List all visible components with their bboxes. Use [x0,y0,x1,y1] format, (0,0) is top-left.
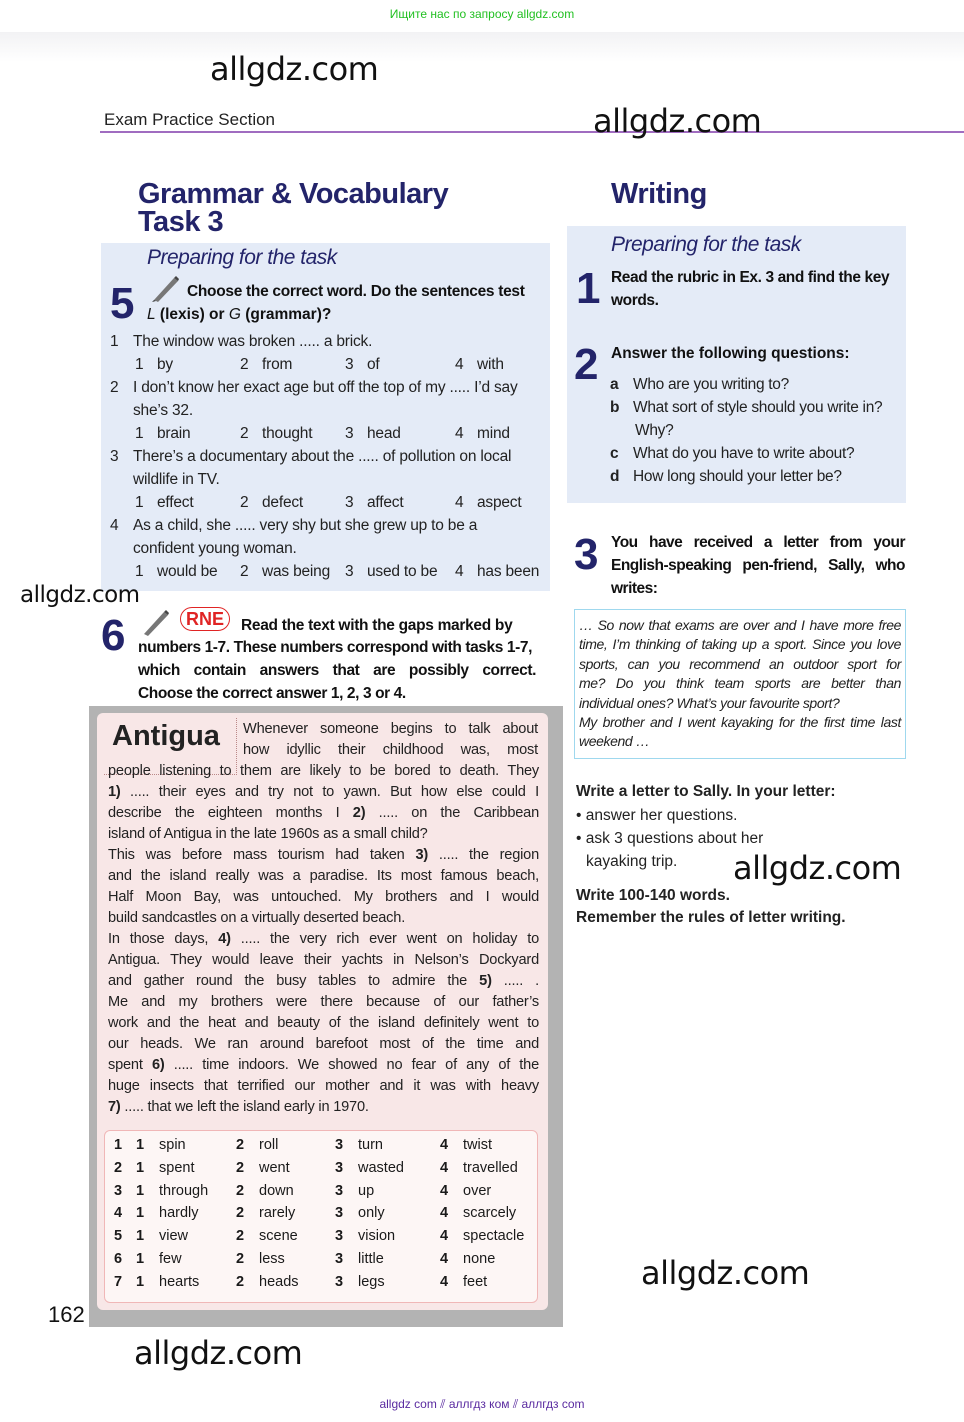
ex5-instruction: Choose the correct word. Do the sentences test [187,283,525,300]
instr-line: Read the rubric in Ex. 3 and find the key [611,269,890,286]
option-word[interactable]: affect [367,494,404,511]
watermark: allgdz.com [134,1334,303,1372]
option-number: 3 [345,494,354,511]
option-word[interactable]: brain [157,425,191,442]
option-row [110,491,546,514]
word-count: Write 100-140 words. [576,887,730,904]
gap-number: 2) [352,805,366,821]
instr-line: Choose the correct answer 1, 2, 3 or 4. [138,685,406,702]
sentence-line [110,445,546,468]
bullet-item: • ask 3 questions about her [576,830,764,847]
option-word[interactable]: effect [157,494,194,511]
ex2-heading: Answer the following questions: [611,345,850,362]
options-rows [105,1131,537,1294]
sentence-text: As a child, she ..... very shy but she grew up to be a [133,517,478,534]
text-fragment: island of Antigua in the late 1960s as a small child? [108,826,428,842]
instr-line: writes: [611,580,658,597]
bullet-text: ask 3 questions about her [585,830,764,847]
item-number: 4 [110,517,119,534]
options-row [105,1271,537,1294]
option-number: 4 [455,425,464,442]
task-number: 5 [114,1228,123,1245]
option-row [110,422,546,445]
sentence-line [110,330,546,353]
text-intro [243,719,538,761]
exercise-number: 6 [101,611,126,660]
text-line [108,761,539,782]
option-number: 1 [135,563,144,580]
options-row [105,1202,537,1225]
text-line [108,782,539,803]
option-word[interactable]: by [157,356,173,373]
option-number: 2 [236,1205,245,1222]
text-fragment: ..... the very rich ever went on holiday to [230,931,539,947]
ex5-instruction-2 [147,303,331,326]
option-number: 3 [335,1250,344,1267]
option-word[interactable]: defect [262,494,304,511]
option-word[interactable]: scene [259,1228,298,1245]
item-number: 2 [110,379,119,396]
exercise-number: 5 [110,279,135,328]
text-line [108,1055,539,1076]
letter-line: time, I’m thinking of taking up a sport. Since you love [579,636,901,653]
text: (grammar)? [240,306,332,323]
option-row [110,560,546,583]
question-text: Why? [635,422,674,439]
option-number: 2 [236,1273,245,1290]
option-number: 1 [136,1250,145,1267]
sentence-line [110,376,546,399]
options-table [104,1130,538,1303]
letter-line: My brother and I went kayaking for the first time last [579,714,901,731]
instr-line: numbers 1-7. These numbers correspond with tasks 1-7, [138,639,532,656]
text-line [108,1076,539,1097]
bullet-text: answer her questions. [585,807,738,824]
option-number: 3 [335,1205,344,1222]
option-number: 2 [240,356,249,373]
writing-title: Writing [611,178,707,210]
option-number: 1 [136,1205,145,1222]
text-fragment: spent [108,1057,152,1073]
task-number: 4 [114,1205,123,1222]
question-text: What do you have to write about? [633,445,855,462]
text-line: how idyllic their childhood was, most [243,742,538,758]
option-word[interactable]: only [358,1205,385,1222]
section-title: Exam Practice Section [104,110,276,129]
option-word[interactable]: spectacle [463,1228,525,1245]
sentence-text: The window was broken ..... a brick. [133,333,373,350]
text-fragment: ..... that we left the island early in 1970. [120,1099,369,1115]
rules-reminder: Remember the rules of letter writing. [576,909,846,926]
text-title: Antigua [104,718,237,775]
exercise-number: 3 [574,530,599,579]
ex5-items [110,330,546,583]
option-word[interactable]: turn [358,1137,383,1153]
text-fragment: Antigua. They would leave their yachts in Nelson’s Dockyard [108,952,539,968]
watermark: allgdz.com [20,582,140,608]
option-number: 1 [136,1159,145,1176]
ex6-instruction: Read the text with the gaps marked by [241,617,513,634]
question-item [610,373,910,396]
option-word[interactable]: over [463,1182,492,1199]
task-number: 6 [114,1250,123,1267]
option-word[interactable]: wasted [358,1159,404,1176]
options-row [105,1180,537,1203]
option-word[interactable]: legs [358,1273,385,1290]
option-number: 2 [236,1182,245,1199]
letter-line: individual ones? What’s your favourite sport? [579,694,840,711]
option-number: 3 [335,1273,344,1290]
bullet-text: kayaking trip. [586,853,678,870]
option-number: 2 [240,494,249,511]
text-fragment: ..... the region [428,847,539,863]
gap-number: 7) [108,1099,121,1115]
watermark: allgdz.com [210,50,379,88]
option-number: 2 [240,563,249,580]
option-word[interactable]: little [358,1250,384,1267]
option-word[interactable]: rarely [259,1205,296,1222]
text-line [108,824,539,845]
option-number: 4 [455,356,464,373]
option-number: 4 [440,1159,449,1176]
text-line [108,803,539,824]
option-word[interactable]: up [358,1182,375,1199]
text-line [108,992,539,1013]
question-text: What sort of style should you write in? [633,399,883,416]
letter-line: weekend … [579,733,650,750]
gap-number: 3) [415,847,429,863]
text-fragment: ..... time indoors. We showed no fear of any of the [164,1057,539,1073]
gap-number: 4) [218,931,231,947]
text-line [108,929,539,950]
ex3-instruction [611,531,905,600]
question-letter: b [610,399,620,416]
page-top-shade [0,32,964,62]
task-number: 1 [114,1137,123,1153]
question-text: How long should your letter be? [633,468,842,485]
option-word[interactable]: none [463,1250,496,1267]
option-word[interactable]: went [259,1159,290,1176]
letter-line: … So now that exams are over and I have more free [579,617,901,633]
task-number: 7 [114,1273,123,1290]
instr-line: words. [611,292,659,309]
option-number: 3 [335,1159,344,1176]
lexis-letter: L [147,306,156,323]
text-fragment: ..... their eyes and try not to yawn. But how else could I [120,784,539,800]
text: (lexis) or [155,306,229,323]
question-text: Who are you writing to? [633,376,789,393]
text-line [108,950,539,971]
letter-line: me? Do you think team sports are better than [579,675,901,692]
text-fragment: people listening to them are likely to be bored to death. They [108,763,539,779]
option-word[interactable]: twist [463,1137,492,1153]
title-line: Grammar & Vocabulary [138,178,449,210]
rne-badge [180,607,230,631]
option-word[interactable]: from [262,356,293,373]
option-word[interactable]: thought [262,425,313,442]
option-number: 2 [240,425,249,442]
exercise-number: 2 [574,340,599,389]
text-body [108,761,539,1118]
option-number: 1 [136,1228,145,1245]
question-item [610,396,910,419]
option-number: 2 [236,1228,245,1245]
instr-line: which contain answers that are possibly correct. [138,662,536,679]
option-number: 2 [236,1159,245,1176]
option-word[interactable]: has been [477,563,540,580]
options-row [105,1225,537,1248]
gap-number: 6) [151,1057,165,1073]
text-fragment: and the island really was a paradise. Its most famous beach, [108,868,539,884]
option-word[interactable]: down [259,1182,294,1199]
text-fragment: build sandcastles on a virtually deserted beach. [108,910,406,926]
ex6-instruction [138,636,536,705]
option-number: 1 [135,494,144,511]
option-number: 4 [440,1205,449,1222]
text-line [108,1034,539,1055]
option-word[interactable]: hardly [159,1205,199,1222]
options-row [105,1134,537,1157]
text-fragment: This was before mass tourism had taken [108,847,416,863]
task-number: 3 [114,1182,123,1199]
text-fragment: ..... on the Caribbean [365,805,539,821]
option-word[interactable]: scarcely [463,1205,517,1222]
question-letter: d [610,468,620,485]
text-fragment: describe the eighteen months I [108,805,353,821]
option-row [110,353,546,376]
option-number: 4 [440,1273,449,1290]
option-number: 2 [236,1137,245,1153]
ex2-questions [610,373,910,488]
text-line [108,971,539,992]
text-line [108,866,539,887]
gap-number: 1) [108,784,121,800]
item-number: 3 [110,448,119,465]
option-number: 3 [345,356,354,373]
text-line [108,1013,539,1034]
option-number: 4 [440,1137,449,1153]
option-word[interactable]: few [159,1250,182,1267]
option-number: 3 [345,563,354,580]
option-number: 4 [455,494,464,511]
item-number: 1 [110,333,119,350]
ex1-instruction [611,266,889,312]
grammar-title [138,180,448,236]
text-fragment: Me and my brothers were there because of our father’s [108,994,539,1010]
text-line: Whenever someone begins to talk about [243,721,538,737]
option-word[interactable]: was being [262,563,330,580]
option-word[interactable]: through [159,1182,209,1199]
site-banner[interactable]: Ищите нас по запросу allgdz.com [389,7,575,21]
gap-number: 5) [479,973,492,989]
question-letter: a [610,376,619,393]
text-line [108,908,539,929]
option-word[interactable]: feet [463,1273,488,1290]
option-word[interactable]: used to be [367,563,438,580]
text-fragment: ..... . [491,973,539,989]
option-word[interactable]: roll [259,1137,279,1153]
option-word[interactable]: view [159,1228,189,1245]
option-number: 1 [136,1273,145,1290]
option-number: 1 [135,356,144,373]
option-number: 3 [335,1137,344,1153]
option-number: 4 [455,563,464,580]
option-word[interactable]: aspect [477,494,522,511]
instr-line: You have received a letter from your [611,534,905,551]
sentence-line [110,468,546,491]
option-number: 4 [440,1228,449,1245]
question-item [610,465,910,488]
option-word[interactable]: heads [259,1273,299,1290]
sally-letter [574,609,906,759]
text-fragment: Half Moon Bay, was untouched. My brothers and I would [108,889,539,905]
option-word[interactable]: spent [159,1159,195,1176]
option-number: 1 [136,1137,145,1153]
sentence-text: confident young woman. [133,540,297,557]
options-row [105,1157,537,1180]
option-number: 4 [440,1182,449,1199]
option-word[interactable]: of [367,356,380,373]
option-word[interactable]: with [477,356,504,373]
sentence-line [110,399,546,422]
option-number: 3 [335,1182,344,1199]
option-word[interactable]: would be [157,563,218,580]
page-number: 162 [48,1302,85,1327]
option-number: 3 [345,425,354,442]
option-number: 4 [440,1250,449,1267]
title-line: Task 3 [138,206,224,238]
text-fragment: In those days, [108,931,219,947]
option-number: 1 [136,1182,145,1199]
option-word[interactable]: head [367,425,401,442]
exercise-number: 1 [576,264,601,313]
letter-line: sports, can you recommend an outdoor sport for [579,655,901,672]
prep-heading: Preparing for the task [147,246,337,269]
task-heading: Write a letter to Sally. In your letter: [576,783,836,800]
option-number: 2 [236,1250,245,1267]
option-word[interactable]: mind [477,425,510,442]
option-number: 1 [135,425,144,442]
question-letter: c [610,445,619,462]
option-word[interactable]: travelled [463,1159,518,1176]
task-number: 2 [114,1159,123,1176]
sentence-text: There’s a documentary about the ..... of pollution on local [133,448,512,465]
option-word[interactable]: vision [358,1228,396,1245]
text-line [108,845,539,866]
text-line [108,1097,539,1118]
question-item [610,442,910,465]
watermark: allgdz.com [593,102,762,140]
rne-label: RNE [180,607,230,631]
grammar-letter: G [228,306,241,323]
option-word[interactable]: less [259,1250,285,1267]
options-row [105,1248,537,1271]
sentence-text: she’s 32. [133,402,193,419]
option-word[interactable]: hearts [159,1273,200,1290]
watermark: allgdz.com [641,1254,810,1292]
option-word[interactable]: spin [159,1137,186,1153]
bullet-item: • answer her questions. [576,807,738,824]
text-fragment: work and the heat and beauty of the island definitely went to [108,1015,539,1031]
sentence-text: wildlife in TV. [133,471,220,488]
sentence-line [110,514,546,537]
option-number: 3 [335,1228,344,1245]
footer-links[interactable]: allgdz com ⫽ аллгдз ком ⫽ аллгдз com [379,1397,585,1411]
watermark: allgdz.com [733,849,902,887]
header-rule [100,131,964,133]
sentence-line [110,537,546,560]
text-fragment: huge insects that terrified our mother and it was with heavy [108,1078,539,1094]
text-fragment: and gather round the busy tables to admire the [108,973,480,989]
text-fragment: our heads. We ran around barefoot most of the time and [108,1036,539,1052]
text-line [108,887,539,908]
sentence-text: I don’t know her exact age but off the top of my ..... I’d say [133,379,518,396]
instr-line: English-speaking pen-friend, Sally, who [611,557,905,574]
prep-heading: Preparing for the task [611,233,801,256]
